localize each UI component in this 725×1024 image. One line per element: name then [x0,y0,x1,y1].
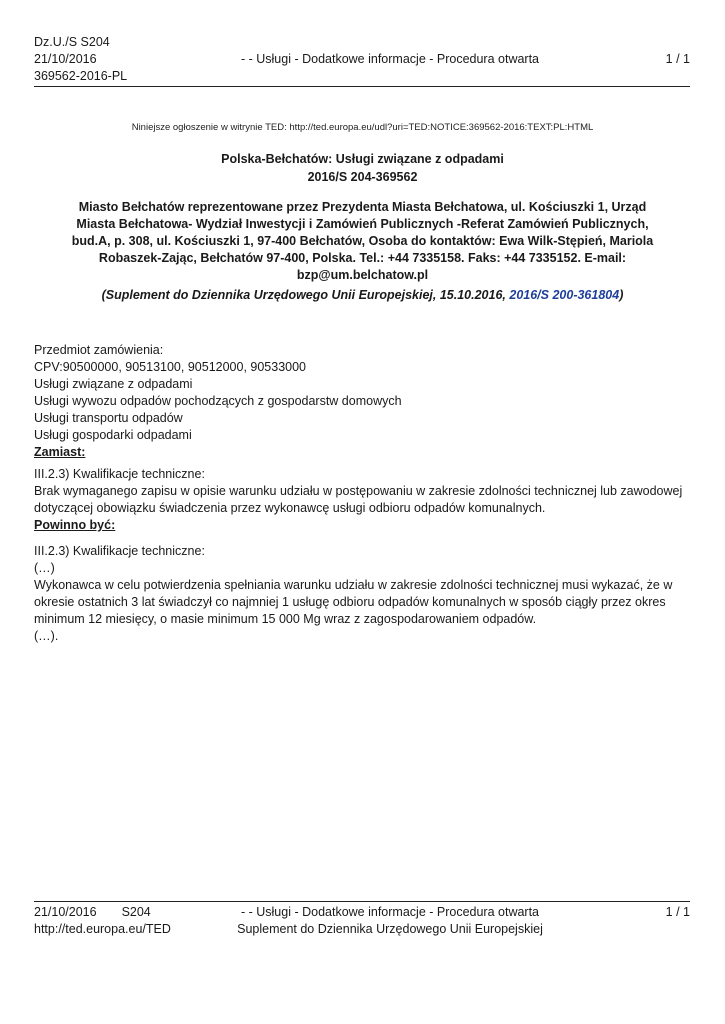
header-center: - - Usługi - Dodatkowe informacje - Procedura otwarta [240,52,540,66]
footer-center-line2: Suplement do Dziennika Urzędowego Unii Europejskiej [237,922,543,936]
supplement-suffix: ) [619,288,624,302]
footer-url[interactable]: http://ted.europa.eu/TED [34,922,171,936]
ellipsis-open: (…) [34,561,55,575]
should-be-text: Wykonawca w celu potwierdzenia spełniania warunku udziału w zakresie zdolności technicznej musi wykazać, że w okresie ostatnich 3 lat świadczył co najmniej 1 usługę odbioru odpadów komunalnych w sposób ciągły przez okres minimum 12 miesięcy, o masie minimum 15 000 Mg wraz z zagospodarowaniem odpadów. [34,578,673,626]
should-be-section-label: III.2.3) Kwalifikacje techniczne: [34,544,205,558]
should-be-heading: Powinno być: [34,518,116,532]
header-rule [34,86,690,87]
footer-center-line1: - - Usługi - Dodatkowe informacje - Procedura otwarta [240,905,540,919]
instead-heading: Zamiast: [34,445,86,459]
header-notice-id: 369562-2016-PL [34,69,128,83]
footer-page: 1 / 1 [665,905,690,919]
notice-title: Polska-Bełchatów: Usługi związane z odpadami [221,152,504,166]
instead-text: Brak wymaganego zapisu w opisie warunku udziału w postępowaniu w zakresie zdolności technicznej lub zawodowej dotyczącej obowiązku świadczenia przez wykonawcę usługi odbioru odpadów komunalnych. [34,484,683,515]
subject-section [34,342,694,461]
ellipsis-close: (…). [34,629,59,643]
contracting-authority: Miasto Bełchatów reprezentowane przez Prezydenta Miasta Bełchatowa, ul. Kościuszki 1, Urząd Miasta Bełchatowa- Wydział Inwestycji i Zamówień Publicznych -Referat Zamówień Publicznych, bud.A, p. 308, ul. Kościuszki 1, 97-400 Bełchatów, Osoba do kontaktów: Ewa Wilk-Stępień, Mariola Robaszek-Zając, Bełchatów 97-400, Polska. Tel.: +44 7335158. Faks: +44 7335152. E-mail: bzp@um.belchatow.pl [71,200,654,282]
ted-notice-line: Niniejsze ogłoszenie w witrynie TED: http://ted.europa.eu/udl?uri=TED:NOTICE:369562-2016:TEXT:PL:HTML [131,122,594,133]
subject-cpv: CPV:90500000, 90513100, 90512000, 90533000 [34,360,307,374]
footer-date: 21/10/2016 [34,905,97,919]
supplement-ref-link[interactable]: 2016/S 200-361804 [509,288,620,302]
subject-item: Usługi związane z odpadami [34,377,193,391]
supplement-prefix: (Suplement do Dziennika Urzędowego Unii Europejskiej, 15.10.2016, [101,288,510,302]
footer-series: S204 [121,905,151,919]
supplement-reference [0,288,725,302]
subject-item: Usługi transportu odpadów [34,411,183,425]
should-be-section [34,543,694,645]
notice-number: 2016/S 204-369562 [307,170,418,184]
subject-item: Usługi wywozu odpadów pochodzących z gospodarstw domowych [34,394,402,408]
header-left [34,34,127,85]
subject-label: Przedmiot zamówienia: [34,343,164,357]
header-journal: Dz.U./S S204 [34,35,110,49]
header-date: 21/10/2016 [34,52,97,66]
footer-center [200,904,580,938]
header-page: 1 / 1 [665,52,690,66]
subject-item: Usługi gospodarki odpadami [34,428,192,442]
instead-section [34,466,694,534]
footer-left [34,904,171,938]
instead-section-label: III.2.3) Kwalifikacje techniczne: [34,467,205,481]
footer-rule [34,901,690,902]
